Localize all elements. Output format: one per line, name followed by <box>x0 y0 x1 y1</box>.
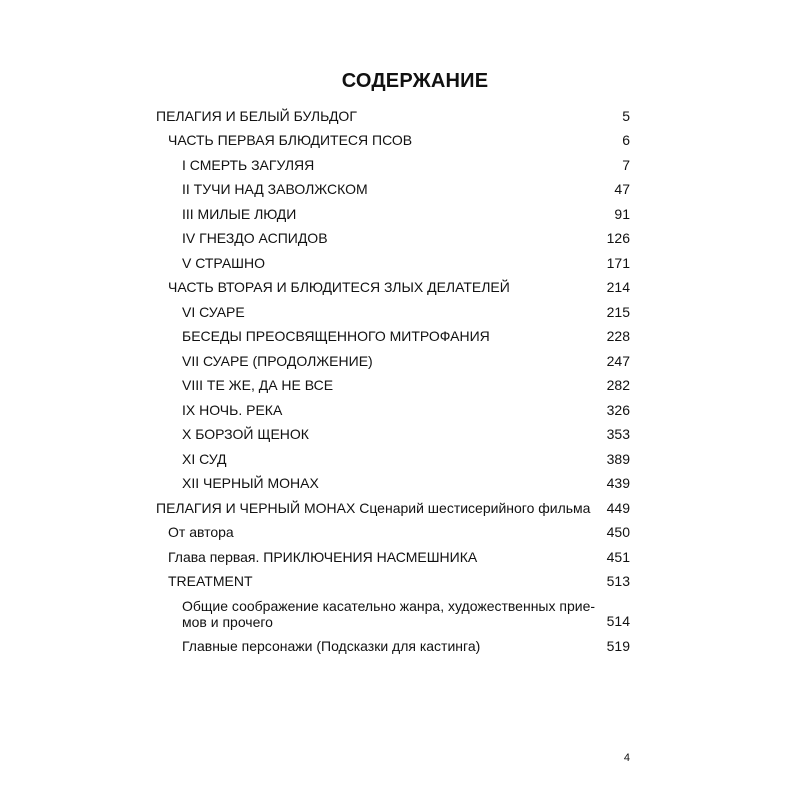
page-number: 4 <box>623 752 630 764</box>
toc-entry[interactable] <box>156 247 630 272</box>
toc-entry-label: I СМЕРТЬ ЗАГУЛЯЯ <box>182 156 315 173</box>
toc-entry[interactable] <box>156 198 630 223</box>
toc-entry-page: 450 <box>606 524 630 540</box>
page-title: СОДЕРЖАНИЕ <box>341 70 489 92</box>
toc-entry-page: 326 <box>606 401 630 418</box>
toc-entry-label: Главные персонажи (Подсказки для кастинга) <box>182 637 481 654</box>
toc-entry-page: 5 <box>622 107 630 124</box>
toc-entry-page: 519 <box>606 637 630 654</box>
toc-entry[interactable] <box>156 443 630 468</box>
toc-entry-label: ЧАСТЬ ПЕРВАЯ БЛЮДИТЕСЯ ПСОВ <box>168 132 413 148</box>
toc-entry-label: XII ЧЕРНЫЙ МОНАХ <box>182 475 319 491</box>
toc-entry[interactable] <box>156 272 630 297</box>
toc-entry-label: Общие соображение касательно жанра, художественных прие-мов и прочего <box>182 598 596 630</box>
toc-entry[interactable] <box>156 541 630 566</box>
toc-entry[interactable] <box>156 468 630 493</box>
toc-entry[interactable] <box>156 174 630 199</box>
toc-entry-page: 47 <box>614 181 630 197</box>
toc-entry[interactable] <box>156 394 630 419</box>
toc-entry-label: IV ГНЕЗДО АСПИДОВ <box>182 230 328 246</box>
toc-entry-page: 389 <box>606 450 630 467</box>
toc-entry-page: 282 <box>606 377 630 393</box>
toc-entry[interactable] <box>156 223 630 248</box>
toc-entry-page: 451 <box>606 548 630 565</box>
toc-entry-page: 7 <box>622 156 630 173</box>
toc-entry[interactable] <box>156 419 630 444</box>
toc-entry-page: 171 <box>606 254 630 271</box>
toc-entry[interactable] <box>156 492 630 517</box>
toc-entry-label: II ТУЧИ НАД ЗАВОЛЖСКОМ <box>182 181 368 197</box>
toc-entry-label: TREATMENT <box>168 573 253 589</box>
toc-entry[interactable] <box>156 370 630 395</box>
toc-entry-page: 353 <box>606 426 630 442</box>
toc-entry-page: 228 <box>606 328 630 344</box>
toc-entry[interactable] <box>156 566 630 591</box>
toc-entry-page: 214 <box>606 279 630 295</box>
toc-entry-page: 514 <box>606 613 630 629</box>
toc-entry-page: 215 <box>606 303 630 320</box>
toc-entry-page: 513 <box>606 573 630 589</box>
toc-entry-page: 449 <box>606 499 630 516</box>
toc-entry-label: IX НОЧЬ. РЕКА <box>182 401 283 418</box>
toc-entry-page: 6 <box>622 132 630 148</box>
toc-entry-page: 247 <box>606 352 630 369</box>
toc-entry-label: ЧАСТЬ ВТОРАЯ И БЛЮДИТЕСЯ ЗЛЫХ ДЕЛАТЕЛЕЙ <box>168 279 510 295</box>
toc-entry-label: VI СУАРЕ <box>182 303 245 320</box>
toc-entry-page: 126 <box>606 230 630 246</box>
toc-entry[interactable] <box>156 590 630 630</box>
toc-entry[interactable] <box>156 517 630 542</box>
toc-entry[interactable] <box>156 345 630 370</box>
toc-entry-label: VII СУАРЕ (ПРОДОЛЖЕНИЕ) <box>182 352 373 369</box>
toc-entry-label: X БОРЗОЙ ЩЕНОК <box>182 426 309 442</box>
toc-entry-label: III МИЛЫЕ ЛЮДИ <box>182 205 297 222</box>
toc-entry[interactable] <box>156 630 630 655</box>
toc-entry[interactable] <box>156 149 630 174</box>
toc-entry-label: ПЕЛАГИЯ И ЧЕРНЫЙ МОНАХ Сценарий шестисерийного фильма <box>156 499 591 516</box>
toc-entry[interactable] <box>156 125 630 150</box>
toc-entry-label: От автора <box>168 524 234 540</box>
toc-entry-label: ПЕЛАГИЯ И БЕЛЫЙ БУЛЬДОГ <box>156 107 357 124</box>
table-of-contents <box>156 100 630 655</box>
toc-entry[interactable] <box>156 321 630 346</box>
toc-entry-label: V СТРАШНО <box>182 254 265 271</box>
toc-entry-page: 91 <box>614 205 630 222</box>
toc-entry-label: БЕСЕДЫ ПРЕОСВЯЩЕННОГО МИТРОФАНИЯ <box>182 328 490 344</box>
toc-entry-label: VIII ТЕ ЖЕ, ДА НЕ ВСЕ <box>182 377 334 393</box>
toc-entry-label: Глава первая. ПРИКЛЮЧЕНИЯ НАСМЕШНИКА <box>168 548 478 565</box>
toc-entry-label: XI СУД <box>182 450 227 467</box>
toc-entry-page: 439 <box>606 475 630 491</box>
toc-entry[interactable] <box>156 296 630 321</box>
toc-entry[interactable] <box>156 100 630 125</box>
